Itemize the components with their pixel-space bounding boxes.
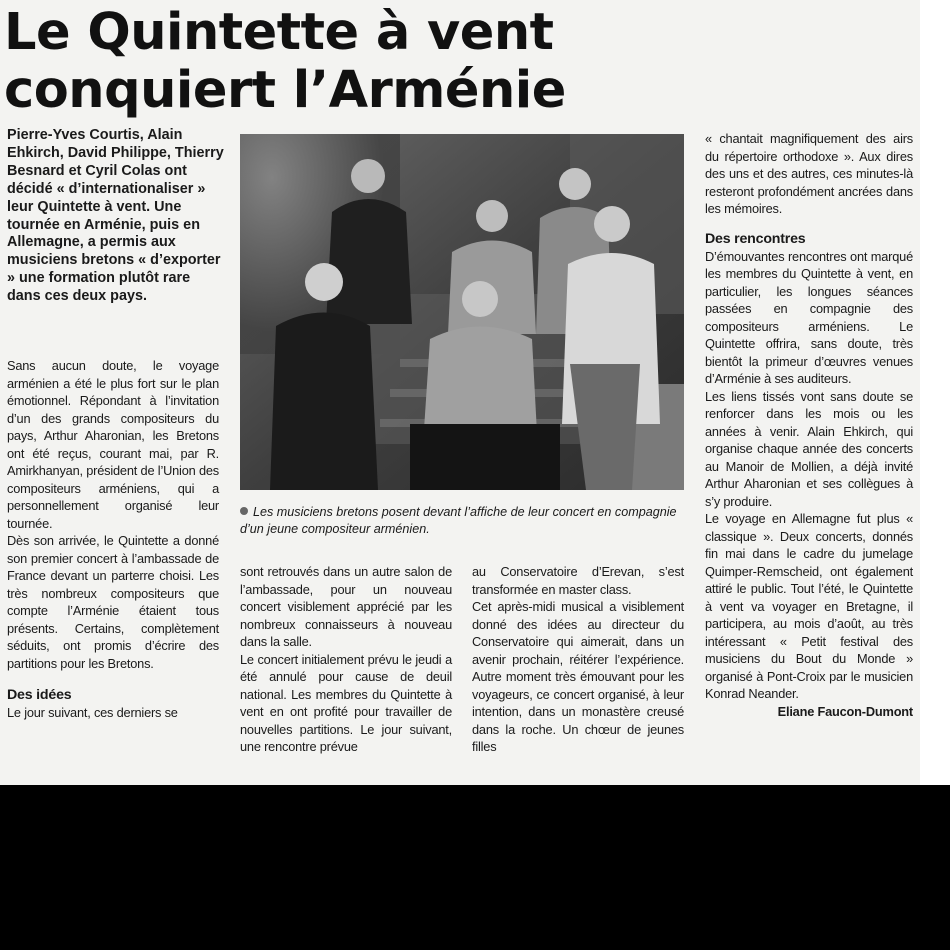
paragraph: sont retrouvés dans un autre salon de l’ambassade, pour un nouveau concert visiblement apprécié par les nombreux connaisseurs à nouveau dans la salle. bbox=[240, 564, 452, 649]
paragraph: au Conservatoire d’Erevan, s’est transformée en master class. bbox=[472, 564, 684, 597]
paragraph: Le voyage en Allemagne fut plus « classique ». Deux concerts, donnés fin mai dans le cadre du jumelage Quimper-Remscheid, ont également attiré le public. Tout l’été, le Quintette à vent va voyager en Bretagne, il participera, au mois d’août, au très intéressant « Petit festival des musiciens du Bout du Monde » organisé à Pont-Croix par le musicien Konrad Neander. bbox=[705, 511, 913, 701]
article-headline bbox=[4, 4, 566, 120]
paragraph: D’émouvantes rencontres ont marqué les membres du Quintette à vent, en particulier, les longues séances passées en compagnie des compositeurs arméniens. Le Quintette offrira, sans doute, très bientôt la primeur d’œuvres venues d’Arménie à ses auditeurs. bbox=[705, 248, 913, 386]
group-photo bbox=[240, 134, 684, 490]
column-3 bbox=[472, 563, 684, 756]
paragraph: Sans aucun doute, le voyage arménien a été le plus fort sur le plan émotionnel. Répondant à l’invitation d’un des grands compositeurs du pays, Arthur Aharonian, les Bretons ont été reçus, courant mai, par R. Amirkhanyan, président de l’Union des compositeurs arméniens, qui a personnellement organisé leur tournée. bbox=[7, 358, 219, 531]
photo-caption bbox=[240, 504, 684, 537]
paragraph: Les liens tissés vont sans doute se renforcer dans les mois ou les années à venir. Alain Ehkirch, qui organise chaque année des concerts au Manoir de Mollien, a déjà invité Arthur Aharonian et ses collègues à s’y produire. bbox=[705, 388, 913, 509]
headline-line-2: conquiert l’Arménie bbox=[4, 61, 566, 120]
group-photo-illustration bbox=[240, 134, 684, 490]
paragraph: Dès son arrivée, le Quintette a donné son premier concert à l’ambassade de France devant un parterre choisi. Les très nombreux compositeurs que compte l’Arménie étaient tous présents. Certains, complètement séduits, ont promis d’écrire des partitions pour les Bretons. bbox=[7, 533, 219, 671]
author-signature: Eliane Faucon-Dumont bbox=[777, 703, 913, 719]
article-lede: Pierre-Yves Courtis, Alain Ehkirch, David Philippe, Thierry Besnard et Cyril Colas ont décidé « d’internationaliser » leur Quintette à vent. Une tournée en Arménie, puis en Allemagne, a permis aux musiciens bretons « d’exporter » une formation plutôt rare dans ces deux pays. bbox=[7, 127, 224, 305]
column-2 bbox=[240, 563, 452, 756]
paragraph: Cet après-midi musical a visiblement donné des idées au directeur du Conservatoire qui aimerait, dans un avenir prochain, réitérer l’expérience. Autre moment très émouvant pour les voyageurs, ce concert organisé, à leur intention, dans un monastère creusé dans la roche. Un chœur de jeunes filles bbox=[472, 599, 684, 754]
caption-text: Les musiciens bretons posent devant l’affiche de leur concert en compagnie d’un jeune compositeur arménien. bbox=[240, 505, 677, 536]
headline-line-1: Le Quintette à vent bbox=[4, 3, 554, 62]
column-1 bbox=[7, 357, 219, 722]
scan-margin bbox=[920, 0, 950, 785]
paragraph: Le concert initialement prévu le jeudi a été annulé pour cause de deuil national. Les membres du Quintette à vent en ont profité pour travailler de nouvelles partitions. Le jour suivant, une rencontre prévue bbox=[240, 651, 452, 754]
bullet-icon bbox=[240, 507, 248, 515]
subheading-des-rencontres: Des rencontres bbox=[705, 230, 806, 247]
subheading-des-idees: Des idées bbox=[7, 687, 72, 703]
paragraph: « chantait magnifiquement des airs du répertoire orthodoxe ». Aux dires des uns et des autres, ces minutes-là resteront profondément ancrées dans les mémoires. bbox=[705, 131, 913, 216]
paragraph: Le jour suivant, ces derniers se bbox=[7, 705, 178, 720]
column-4 bbox=[705, 130, 913, 720]
